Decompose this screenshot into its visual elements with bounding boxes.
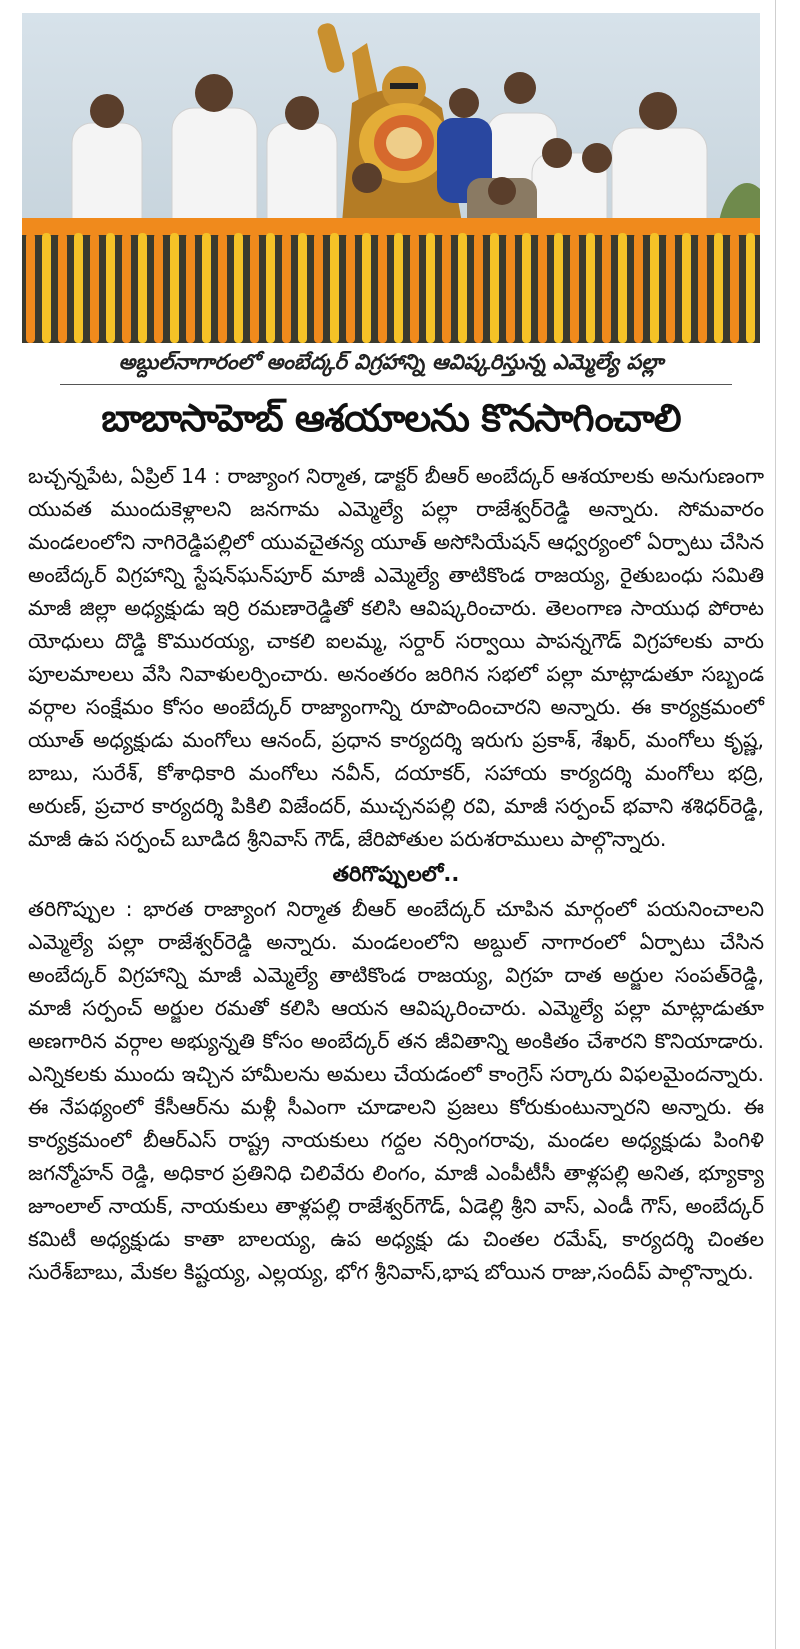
garland-strand: [218, 233, 227, 343]
garland-strand: [378, 233, 387, 343]
garland-strand: [586, 233, 595, 343]
garland-strand: [122, 233, 131, 343]
garland-strand: [522, 233, 531, 343]
garland-strand: [426, 233, 435, 343]
garland-strand: [650, 233, 659, 343]
garland-strand: [506, 233, 515, 343]
garland-strand: [234, 233, 243, 343]
garland-strand: [298, 233, 307, 343]
garland-strand: [26, 233, 35, 343]
garland-strand: [714, 233, 723, 343]
garland-strand: [202, 233, 211, 343]
garland-strand: [602, 233, 611, 343]
garland-strand: [682, 233, 691, 343]
article-paragraph-2: తరిగొప్పుల : భారత రాజ్యాంగ నిర్మాత బీఆర్‌ అంబేద్కర్‌ చూపిన మార్గంలో పయనించాలని ఎమ్మెల్యే పల్లా రాజేశ్వర్‌రెడ్డి అన్నారు. మండలంలోని అబ్దుల్‌ నాగారంలో ఏర్పాటు చేసిన అంబేద్కర్‌ విగ్రహాన్ని మాజీ ఎమ్మెల్యే తాటికొండ రాజయ్య, విగ్రహ దాత అర్జుల సంపత్‌రెడ్డి, మాజీ సర్పంచ్‌ అర్జుల రమతో కలిసి ఆయన ఆవిష్కరించారు. ఎమ్మెల్యే పల్లా మాట్లాడుతూ అణగారిన వర్గాల అభ్యున్నతి కోసం అంబేద్కర్‌ తన జీవితాన్ని అంకితం చేశారని కొనియాడారు. ఎన్నికలకు ముందు ఇచ్చిన హామీలను అమలు చేయడంలో కాంగ్రెస్‌ సర్కారు విఫలమైందన్నారు. ఈ నేపథ్యంలో కేసీఆర్‌ను మళ్లీ సీఎంగా చూడాలని ప్రజలు కోరుకుంటున్నారని అన్నారు. ఈ కార్యక్రమంలో బీఆర్‌ఎస్‌ రాష్ట్ర నాయకులు గద్దల నర్సింగరావు, మండల అధ్యక్షుడు పింగిళి జగన్మోహన్‌ రెడ్డి, అధికార ప్రతినిధి చిలివేరు లింగం, మాజీ ఎంపీటీసీ తాళ్లపల్లి అనిత, భ్యూక్యా జూంలాల్‌ నాయక్‌, నాయకులు తాళ్లపల్లి రాజేశ్వర్‌గౌడ్‌, ఏడెల్లి శ్రీని వాస్‌, ఎండీ గౌస్‌, అంబేద్కర్‌ కమిటీ అధ్యక్షుడు కాతా బాలయ్య, ఉప అధ్యక్షు డు చింతల రమేష్‌, కార్యదర్శి చింతల సురేశ్‌బాబు, మేకల కిష్టయ్య, ఎల్లయ్య, భోగ శ్రీనివాస్‌,భాష బోయిన రాజు,సందీప్‌ పాల్గొన్నారు.: [28, 897, 764, 1284]
garland-strand: [362, 233, 371, 343]
garland-strand: [634, 233, 643, 343]
ceremony-photo: [22, 13, 760, 343]
garland-strand: [58, 233, 67, 343]
garland-strand: [186, 233, 195, 343]
garland-strand: [170, 233, 179, 343]
garland-strand: [394, 233, 403, 343]
garland-strand: [106, 233, 115, 343]
photo-illustration: [22, 13, 760, 343]
garland-strand: [570, 233, 579, 343]
garland-strand: [138, 233, 147, 343]
garland-strand: [698, 233, 707, 343]
page-edge-line: [775, 0, 776, 1649]
garland-strand: [266, 233, 275, 343]
garland-strand: [154, 233, 163, 343]
garland-strand: [554, 233, 563, 343]
article-headline: బాబాసాహెబ్‌ ఆశయాలను కొనసాగించాలి: [101, 396, 681, 440]
garland-strand: [282, 233, 291, 343]
garland-strand: [330, 233, 339, 343]
garland-strand: [618, 233, 627, 343]
garland-strand: [490, 233, 499, 343]
garland-strand: [410, 233, 419, 343]
article-body: [28, 460, 764, 1289]
garland-strand: [474, 233, 483, 343]
article-subheading: తరిగొప్పులలో..: [332, 862, 460, 886]
garland-strand: [746, 233, 755, 343]
garland-strand: [250, 233, 259, 343]
garland-strand: [346, 233, 355, 343]
garland-strand: [666, 233, 675, 343]
garland-strand: [42, 233, 51, 343]
garland-strand: [90, 233, 99, 343]
garland-strand: [314, 233, 323, 343]
garland-strand: [442, 233, 451, 343]
garland-strand: [74, 233, 83, 343]
caption-divider: [60, 384, 732, 385]
garland-strand: [458, 233, 467, 343]
garland-strand: [538, 233, 547, 343]
garland-strand: [730, 233, 739, 343]
article-paragraph-1: బచ్చన్నపేట, ఏప్రిల్‌ 14 : రాజ్యాంగ నిర్మాత, డాక్టర్‌ బీఆర్‌ అంబేద్కర్‌ ఆశయాలకు అనుగుణంగా యువత ముందుకెళ్లాలని జనగామ ఎమ్మెల్యే పల్లా రాజేశ్వర్‌రెడ్డి అన్నారు. సోమవారం మండలంలోని నాగిరెడ్డిపల్లిలో యువచైతన్య యూత్‌ అసోసియేషన్‌ ఆధ్వర్యంలో ఏర్పాటు చేసిన అంబేద్కర్‌ విగ్రహాన్ని స్టేషన్‌ఘన్‌పూర్‌ మాజీ ఎమ్మెల్యే తాటికొండ రాజయ్య, రైతుబంధు సమితి మాజీ జిల్లా అధ్యక్షుడు ఇర్రి రమణారెడ్డితో కలిసి ఆవిష్కరించారు. తెలంగాణ సాయుధ పోరాట యోధులు దొడ్డి కొమురయ్య, చాకలి ఐలమ్మ, సర్దార్‌ సర్వాయి పాపన్నగౌడ్‌ విగ్రహాలకు వారు పూలమాలలు వేసి నివాళులర్పించారు. అనంతరం జరిగిన సభలో పల్లా మాట్లాడుతూ సబ్బండ వర్గాల సంక్షేమం కోసం అంబేద్కర్‌ రాజ్యాంగాన్ని రూపొందించారని అన్నారు. ఈ కార్యక్రమంలో యూత్‌ అధ్యక్షుడు మంగోలు ఆనంద్‌, ప్రధాన కార్యదర్శి ఇరుగు ప్రకాశ్‌, శేఖర్‌, మంగోలు కృష్ణ, బాబు, సురేశ్‌, కోశాధికారి మంగోలు నవీన్‌, దయాకర్‌, సహాయ కార్యదర్శి మంగోలు భద్రి, అరుణ్‌, ప్రచార కార్యదర్శి పికిలి విజేందర్‌, ముచ్చనపల్లి రవి, మాజీ సర్పంచ్‌ భవాని శశిధర్‌రెడ్డి, మాజీ ఉప సర్పంచ్‌ బూడిద శ్రీనివాస్‌ గౌడ్‌, జేరిపోతుల పరుశరాములు పాల్గొన్నారు.: [28, 464, 764, 851]
photo-caption: అబ్దుల్‌నాగారంలో అంబేద్కర్‌ విగ్రహాన్ని ఆవిష్కరిస్తున్న ఎమ్మెల్యే పల్లా: [118, 350, 664, 374]
